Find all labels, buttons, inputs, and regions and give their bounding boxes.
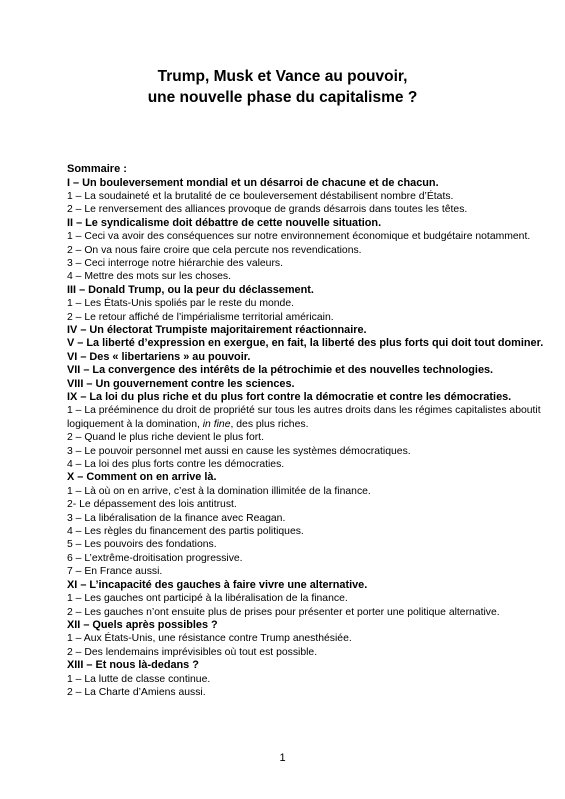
toc-subitem: 1 – Les gauches ont participé à la libéralisation de la finance. (67, 593, 348, 605)
toc-subitem: 3 – Ceci interroge notre hiérarchie des valeurs. (67, 257, 284, 269)
toc-section-heading: X – Comment on en arrive là. (67, 471, 217, 484)
toc-subitem: 1 – La soudaineté et la brutalité de ce bouleversement déstabilisent nombre d’États. (67, 190, 454, 202)
toc-section-heading: XI – L’incapacité des gauches à faire vivre une alternative. (67, 578, 368, 591)
toc-section-heading: V – La liberté d’expression en exergue, en fait, la liberté des plus forts qui doit tout dominer. (67, 337, 544, 350)
page-number: 1 (279, 752, 286, 764)
toc-subitem (67, 404, 547, 431)
toc-subitem: 5 – Les pouvoirs des fondations. (67, 539, 217, 551)
toc-subitem: 4 – Les règles du financement des partis politiques. (67, 526, 304, 538)
toc-subitem: 2 – Le renversement des alliances provoque de grands désarrois dans toutes les têtes. (67, 204, 468, 216)
toc-subitem: 1 – Ceci va avoir des conséquences sur notre environnement économique et budgétaire notamment. (67, 231, 531, 243)
toc-subitem: 2 – La Charte d’Amiens aussi. (67, 686, 206, 698)
toc-subitem: 2 – Les gauches n’ont ensuite plus de prises pour présenter et porter une politique alternative. (67, 606, 500, 618)
toc-section-heading: XIII – Et nous là-dedans ? (67, 659, 199, 672)
toc-subitem: 2 – Quand le plus riche devient le plus fort. (67, 432, 264, 444)
toc-section-heading: IX – La loi du plus riche et du plus fort contre la démocratie et contre les démocraties. (67, 391, 512, 403)
toc-subitem: 1 – La lutte de classe continue. (67, 673, 211, 685)
toc-subitem: 1 – Là où on en arrive, c’est à la domination illimitée de la finance. (67, 485, 371, 497)
title-line-1: Trump, Musk et Vance au pouvoir, (157, 68, 408, 85)
toc-subitem: 3 – Le pouvoir personnel met aussi en cause les systèmes démocratiques. (67, 445, 411, 457)
toc-subitem-text: 1 – La prééminence du droit de propriété sur tous les autres droits dans les régimes capitalistes aboutit logiquement à la domination, (67, 405, 541, 430)
toc-subitem: 3 – La libéralisation de la finance avec Reagan. (67, 512, 286, 524)
toc-section-heading: VIII – Un gouvernement contre les sciences. (67, 377, 295, 390)
toc-subitem: 2- Le dépassement des lois antitrust. (67, 499, 237, 511)
toc-subitem: 4 – Mettre des mots sur les choses. (67, 271, 232, 283)
toc-subitem-text: , des plus riches. (230, 418, 309, 430)
document-title (0, 66, 565, 108)
toc-section-heading: VII – La convergence des intérêts de la pétrochimie et des nouvelles technologies. (67, 364, 494, 377)
toc-section-heading: XII – Quels après possibles ? (67, 618, 218, 631)
toc-subitem-italic: in fine (202, 418, 231, 430)
toc-subitem: 7 – En France aussi. (67, 566, 163, 578)
toc-heading: Sommaire : (67, 163, 127, 175)
toc-subitem: 1 – Les États-Unis spoliés par le reste du monde. (67, 298, 294, 310)
toc-subitem: 2 – On va nous faire croire que cela percute nos revendications. (67, 244, 362, 256)
table-of-contents (67, 163, 547, 699)
toc-section-heading: VI – Des « libertariens » au pouvoir. (67, 350, 251, 363)
toc-subitem: 2 – Le retour affiché de l’impérialisme territorial américain. (67, 311, 334, 323)
toc-section-heading: II – Le syndicalisme doit débattre de cette nouvelle situation. (67, 216, 382, 229)
toc-list (67, 177, 547, 700)
toc-section-heading: III – Donald Trump, ou la peur du déclassement. (67, 283, 314, 296)
toc-subitem: 2 – Des lendemains imprévisibles où tout est possible. (67, 646, 318, 658)
toc-subitem: 4 – La loi des plus forts contre les démocraties. (67, 459, 285, 471)
toc-section-heading: I – Un bouleversement mondial et un désarroi de chacune et de chacun. (67, 176, 439, 189)
toc-subitem: 6 – L’extrême-droitisation progressive. (67, 552, 243, 564)
toc-section-heading: IV – Un électorat Trumpiste majoritairement réactionnaire. (67, 323, 367, 336)
title-line-2: une nouvelle phase du capitalisme ? (147, 89, 418, 106)
toc-subitem: 1 – Aux États-Unis, une résistance contre Trump anesthésiée. (67, 633, 352, 645)
